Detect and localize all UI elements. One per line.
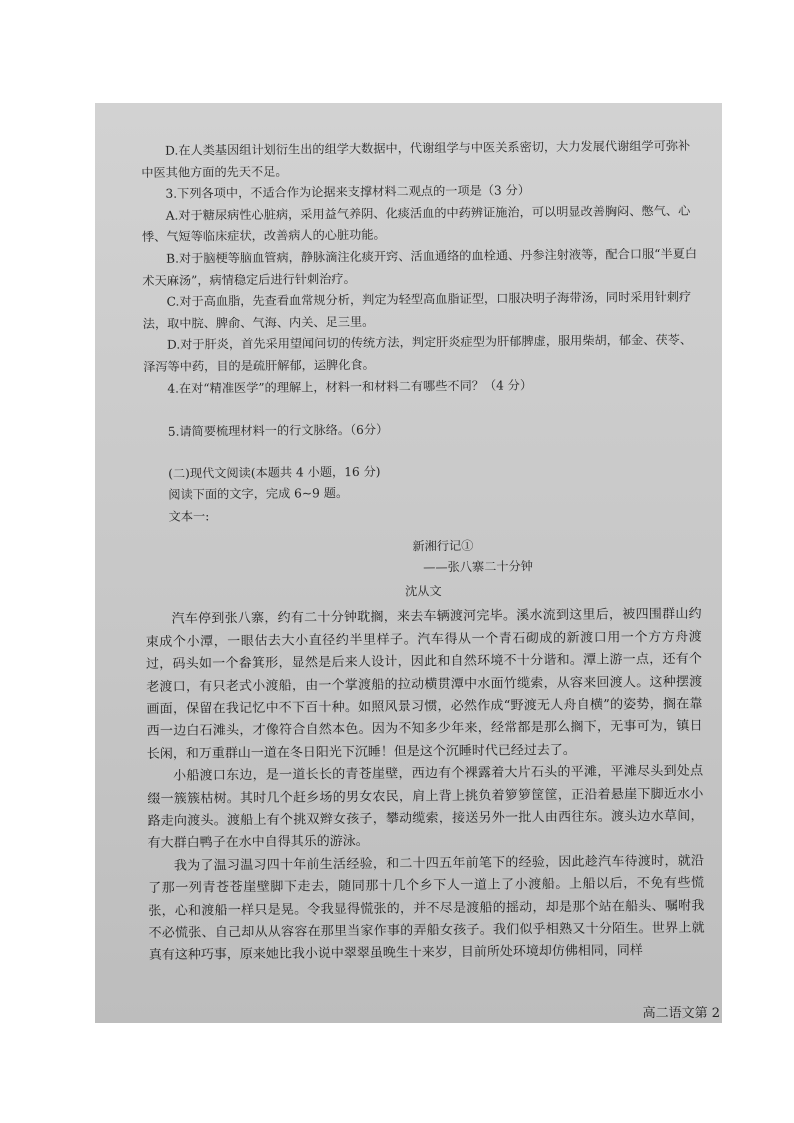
article-paragraph: 我为了温习温习四十年前生活经验，和二十四五年前笔下的经验，因此趁汽车待渡时，就沿了那一列青苍苍崖壁脚下走去，随同那十几个乡下人一道上了小渡船。上船以后，不免有些慌张，心和渡船一样只是晃。令我显得慌张的，并不尽是渡船的摇动，却是那个站在船头、嘱咐我不必慌张、自己却从从容容在那里当家作事的弄船女孩子。我们似乎相熟又十分陌生。世界上就真有这种巧事，原来她比我小说中翠翠虽晚生十来岁，目前所处环境却仿佛相同，同样 [148,853,705,964]
article-subtitle: ——张八寨二十分钟 [423,559,534,575]
section-instruction: 阅读下面的文字，完成 6~9 题。 [168,486,349,503]
question-5: 5.请简要梳理材料一的行文脉络。（6分） [167,422,389,439]
article-author: 沈从文 [404,583,442,599]
question-2-option-d: D.在人类基因组计划衍生出的组学大数据中，代谢组学与中医关系密切，大力发展代谢组学可弥补中医其他方面的先天不足。 [141,138,691,180]
article-paragraph: 汽车停到张八寨，约有二十分钟耽搁，来去车辆渡河完毕。溪水流到这里后，被四围群山约束成个小潭，一眼估去大小直径约半里样子。汽车得从一个青石砌成的新渡口用一个方方舟渡过，码头如一个畚箕形，显然是后来人设计，因此和自然环境不十分谐和。潭上游一点，还有个老渡口，有只老式小渡船，由一个掌渡船的拉动横贯潭中水面竹缆索，从容来回渡人。这种摆渡画面，保留在我记忆中不下百十种。如照风景习惯，必然作成“野渡无人舟自横”的姿势，搁在靠西一边白石滩头，才像符合自然本色。因为不知多少年来，经常都是那么搁下，无事可为，镇日长闲，和万重群山一道在冬日阳光下沉睡！但是这个沉睡时代已经过去了。 [145,606,703,762]
article-paragraph: 小船渡口东边，是一道长长的青苍崖壁，西边有个裸露着大片石头的平滩，平滩尽头到处点缀一簇簇枯树。其时几个赶乡场的男女农民，肩上背上挑负着箩箩筐筐，正沿着悬崖下脚近水小路走向渡头。渡船上有个挑双辫女孩子，攀动缆索，接送另外一批人由西往东。渡头边水草间，有大群白鸭子在水中自得其乐的游泳。 [147,763,704,852]
section-heading: (二)现代文阅读(本题共 4 小题，16 分) [168,464,381,481]
page-footer-label: 高二语文第 2 [642,1006,720,1021]
scanned-page-photo [95,103,722,1023]
text-label: 文本一: [168,509,210,524]
page-content [141,136,705,968]
question-3-option-d: D.对于肝炎，首先采用望闻问切的传统方法，判定肝炎症型为肝郁脾虚，服用柴胡，郁金、茯苓、泽泻等中药，目的是疏肝解郁，运脾化食。 [143,333,693,374]
article-body [145,604,704,968]
question-3-option-b: B.对于脑梗等脑血管病，静脉滴注化痰开窍、活血通络的血栓通、丹参注射液等，配合口服“半夏白术天麻汤”，病情稳定后进行针刺治疗。 [142,246,698,288]
question-3-option-a: A.对于糖尿病性心脏病，采用益气养阴、化痰活血的中药辨证施治，可以明显改善胸闷、憋气、心悸、气短等临床症状，改善病人的心脏功能。 [141,203,691,245]
article-title: 新湘行记① [412,538,474,553]
question-3-option-c: C.对于高血脂，先查看血常规分析，判定为轻型高血脂证型，口服决明子海带汤，同时采用针刺疗法，取中脘、脾俞、气海、内关、足三里。 [142,289,692,331]
question-3-stem: 3.下列各项中，不适合作为论据来支撑材料二观点的一项是（3 分） [165,183,531,201]
question-4: 4.在对“精准医学”的理解上，材料一和材料二有哪些不同？（4 分） [167,377,533,396]
